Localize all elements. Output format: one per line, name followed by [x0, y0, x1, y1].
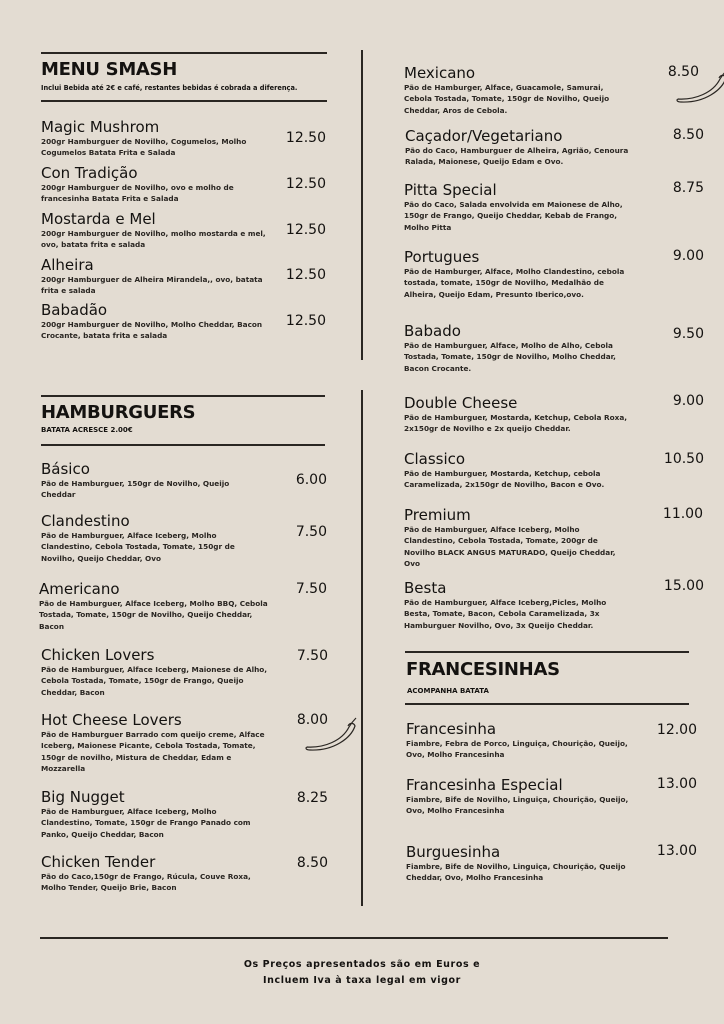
menu-item-con-tradic-a-o	[41, 164, 271, 205]
item-name: Chicken Lovers	[41, 646, 155, 664]
footer-line-2: Incluem Iva à taxa legal em vigor	[263, 975, 461, 986]
item-price: 9.50	[672, 326, 704, 342]
chili-pepper-icon	[675, 66, 724, 110]
item-description: Fiambre, Bife de Novilho, Linguiça, Chourição, Queijo Cheddar, Ovo, Molho Francesinha	[406, 862, 626, 883]
item-name: Chicken Tender	[41, 853, 156, 871]
item-name: Básico	[41, 460, 90, 478]
item-name: Francesinha	[406, 720, 497, 738]
item-name: Besta	[404, 579, 447, 597]
item-name: Classico	[404, 450, 466, 468]
item-description: 200gr Hamburguer de Alheira Mirandela,, ovo, batata frita e salada	[41, 275, 263, 296]
menu-item-babado	[404, 322, 629, 374]
item-price: 9.00	[672, 248, 704, 264]
menu-item-pitta-special	[404, 181, 629, 233]
item-name: Con Tradição	[41, 164, 138, 182]
item-name: Double Cheese	[404, 394, 518, 412]
menu-item-premium	[404, 506, 629, 569]
item-name: Francesinha Especial	[406, 776, 563, 794]
menu-item-francesinha	[406, 720, 631, 761]
item-name: Mostarda e Mel	[41, 210, 156, 228]
item-name: Magic Mushrom	[41, 118, 160, 136]
menu-item-ba-sico	[41, 460, 266, 501]
menu-item-cac-ador-vegetariano	[405, 127, 630, 168]
item-name: Alheira	[41, 256, 94, 274]
menu-item-americano	[39, 580, 269, 632]
item-name: Big Nugget	[41, 788, 125, 806]
item-description: Pão de Hamburguer, Alface, Molho de Alho, Cebola Tostada, Tomate, 150gr de Novilho, Molho Cheddar, Bacon Crocante.	[404, 341, 616, 373]
item-price: 11.00	[662, 506, 703, 522]
item-price: 15.00	[663, 578, 704, 594]
menu-item-classico	[404, 450, 629, 491]
menu-item-clandestino	[41, 512, 266, 564]
item-price: 12.50	[285, 222, 326, 238]
footer-line-1: Os Preços apresentados são em Euros e	[243, 959, 481, 970]
item-name: Babado	[404, 322, 461, 340]
item-name: Babadão	[41, 301, 108, 319]
item-name: Mexicano	[404, 64, 476, 82]
item-price: 8.75	[672, 180, 704, 196]
item-price: 10.50	[663, 451, 704, 467]
item-description: Pão de Hamburguer, Mostarda, Ketchup, cebola Caramelizada, 2x150gr de Novilho, Bacon e Ovo.	[404, 469, 605, 490]
menu-item-mexicano	[404, 64, 629, 116]
item-name: Americano	[39, 580, 120, 598]
item-price: 12.50	[285, 130, 326, 146]
divider	[405, 651, 689, 653]
item-price: 7.50	[295, 581, 327, 597]
menu-item-mostarda-e-mel	[41, 210, 271, 251]
section-title-francesinhas: FRANCESINHAS	[406, 659, 560, 680]
menu-item-besta	[404, 579, 629, 631]
menu-item-babada-o	[41, 301, 271, 342]
item-price: 6.00	[295, 472, 327, 488]
item-description: Fiambre, Bife de Novilho, Linguiça, Chourição, Queijo, Ovo, Molho Francesinha	[406, 795, 629, 816]
item-description: Pão de Hamburguer, Alface Iceberg, Maionese de Alho, Cebola Tostada, Tomate, 150gr de Frango, Queijo Cheddar, Bacon	[41, 665, 268, 697]
item-price: 13.00	[656, 776, 697, 792]
item-description: 200gr Hamburguer de Novilho, ovo e molho de francesinha Batata Frita e Salada	[41, 183, 234, 204]
column-divider	[361, 390, 363, 906]
item-price: 12.50	[285, 176, 326, 192]
menu-item-chicken-lovers	[41, 646, 271, 698]
item-description: Pão de Hamburguer, Alface Iceberg, Molho BBQ, Cebola Tostada, Tomate, 150gr de Novilho, Queijo Cheddar, Bacon	[39, 599, 268, 631]
menu-item-big-nugget	[41, 788, 266, 840]
item-price: 8.50	[296, 855, 328, 871]
item-name: Premium	[404, 506, 471, 524]
item-description: Pão de Hamburguer, Alface Iceberg, Molho Clandestino, Tomate, 150gr de Frango Panado com Panko, Queijo Cheddar, Bacon	[41, 807, 251, 839]
item-name: Burguesinha	[406, 843, 501, 861]
menu-item-double-cheese	[404, 394, 629, 435]
item-name: Pitta Special	[404, 181, 497, 199]
divider	[41, 100, 327, 102]
menu-item-chicken-tender	[41, 853, 266, 894]
item-name: Hot Cheese Lovers	[41, 711, 182, 729]
item-description: Pão de Hamburguer, Alface Iceberg, Molho Clandestino, Cebola Tostada, Tomate, 150gr de Novilho, Queijo Cheddar, Ovo	[41, 531, 235, 563]
item-price: 8.25	[296, 790, 328, 806]
section-subtitle-hamburgers: BATATA ACRESCE 2.00€	[41, 426, 133, 434]
item-price: 7.50	[296, 648, 328, 664]
section-subtitle-menu-smash: Inclui Bebida até 2€ e café, restantes bebidas é cobrada a diferença.	[41, 84, 298, 92]
footer-divider	[40, 937, 668, 939]
menu-item-burguesinha	[406, 843, 631, 884]
item-description: 200gr Hamburguer de Novilho, molho mostarda e mel, ovo, batata frita e salada	[41, 229, 266, 250]
item-price: 13.00	[656, 843, 697, 859]
item-price: 12.50	[285, 313, 326, 329]
divider	[405, 703, 689, 705]
menu-item-alheira	[41, 256, 271, 297]
chili-pepper-icon	[304, 714, 359, 758]
item-description: Pão de Hamburguer, 150gr de Novilho, Queijo Cheddar	[41, 479, 230, 500]
section-title-hamburgers: HAMBURGUERS	[41, 402, 196, 423]
item-name: Portugues	[404, 248, 480, 266]
divider	[41, 395, 325, 397]
item-price: 8.00	[296, 712, 328, 728]
column-divider	[361, 50, 363, 360]
item-description: Pão de Hamburguer, Alface Iceberg,Picles, Molho Besta, Tomate, Bacon, Cebola Caramelizada, 3x Hamburguer Novilho, Ovo, 3x Queijo Cheddar.	[404, 598, 607, 630]
item-price: 8.50	[672, 127, 704, 143]
menu-item-hot-cheese-lovers	[41, 711, 271, 774]
item-price: 7.50	[295, 524, 327, 540]
item-name: Clandestino	[41, 512, 130, 530]
section-title-menu-smash: MENU SMASH	[41, 59, 177, 80]
item-price: 12.50	[285, 267, 326, 283]
item-description: 200gr Hamburguer de Novilho, Molho Cheddar, Bacon Crocante, batata frita e salada	[41, 320, 263, 341]
item-description: Pão do Caco, Salada envolvida em Maionese de Alho, 150gr de Frango, Queijo Cheddar, Kebab de Frango, Molho Pitta	[404, 200, 623, 232]
section-subtitle-francesinhas: ACOMPANHA BATATA	[407, 687, 489, 695]
item-description: Pão do Caco, Hamburguer de Alheira, Agrião, Cenoura Ralada, Maionese, Queijo Edam e Ovo.	[405, 146, 629, 167]
menu-item-magic-mushrom	[41, 118, 271, 159]
menu-item-francesinha-especial	[406, 776, 631, 817]
item-description: Pão de Hamburguer, Alface Iceberg, Molho Clandestino, Cebola Tostada, Tomate, 200gr de Novilho BLACK ANGUS MATURADO, Queijo Cheddar, Ovo	[404, 525, 616, 568]
item-description: Pão de Hamburguer, Mostarda, Ketchup, Cebola Roxa, 2x150gr de Novilho e 2x queijo Cheddar.	[404, 413, 628, 434]
item-description: Pão de Hamburguer Barrado com queijo creme, Alface Iceberg, Maionese Picante, Cebola Tostada, Tomate, 150gr de novilho, Mistura de Cheddar, Edam e Mozzarella	[41, 730, 265, 773]
item-description: Fiambre, Febra de Porco, Linguiça, Chourição, Queijo, Ovo, Molho Francesinha	[406, 739, 628, 760]
item-price: 9.00	[672, 393, 704, 409]
item-price: 12.00	[656, 722, 697, 738]
item-description: Pão do Caco,150gr de Frango, Rúcula, Couve Roxa, Molho Tender, Queijo Brie, Bacon	[41, 872, 251, 893]
item-name: Caçador/Vegetariano	[405, 127, 563, 145]
item-description: Pão de Hamburger, Alface, Guacamole, Samurai, Cebola Tostada, Tomate, 150gr de Novilho, Queijo Cheddar, Aros de Cebola.	[404, 83, 610, 115]
divider	[41, 444, 325, 446]
item-description: 200gr Hamburguer de Novilho, Cogumelos, Molho Cogumelos Batata Frita e Salada	[41, 137, 247, 158]
item-price: 8.50	[667, 64, 699, 80]
divider	[41, 52, 327, 54]
menu-item-portugues	[404, 248, 629, 300]
item-description: Pão de Hamburger, Alface, Molho Clandestino, cebola tostada, tomate, 150gr de Novilho, Medalhão de Alheira, Queijo Edam, Presunto Iberico,ovo.	[404, 267, 625, 299]
